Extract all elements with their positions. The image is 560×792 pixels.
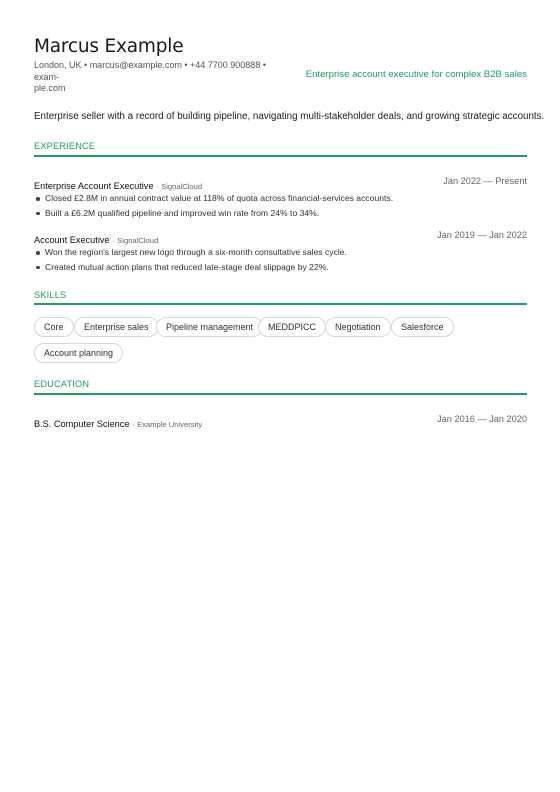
profile-summary: Enterprise seller with a record of building pipeline, navigating multi-stakeholder deals, and growing strategic accounts. <box>34 111 545 122</box>
list-item: Won the region's largest new logo through a six-month consultative sales cycle. <box>34 245 527 260</box>
contact-line: ple.com <box>34 83 66 93</box>
list-item: Closed £2.8M in annual contract value at 118% of quota across financial-services accounts. <box>34 191 527 206</box>
school-name: · Example University <box>132 420 203 429</box>
job-dates: Jan 2022 — Present <box>443 176 527 186</box>
job-bullet-list <box>34 191 527 220</box>
skill-chip: Core <box>34 317 74 337</box>
section-title-education: EDUCATION <box>34 379 90 389</box>
skill-chip: MEDDPICC <box>258 317 326 337</box>
degree-title: B.S. Computer Science <box>34 419 130 429</box>
list-item: Built a £6.2M qualified pipeline and improved win rate from 24% to 34%. <box>34 206 527 221</box>
job-entry-header <box>34 176 527 190</box>
skill-chip: Salesforce <box>391 317 454 337</box>
education-dates: Jan 2016 — Jan 2020 <box>437 414 527 424</box>
section-divider <box>34 393 527 395</box>
job-title: Enterprise Account Executive <box>34 181 154 191</box>
job-bullet-list <box>34 245 527 274</box>
job-company: · SignalCloud <box>112 236 159 245</box>
section-divider <box>34 155 527 157</box>
skill-chip: Enterprise sales <box>74 317 159 337</box>
skill-chip: Negotiation <box>325 317 391 337</box>
candidate-name: Marcus Example <box>34 36 184 57</box>
job-dates: Jan 2019 — Jan 2022 <box>437 230 527 240</box>
contact-line: London, UK • marcus@example.com • +44 7700 900888 • exam- <box>34 60 266 82</box>
section-divider <box>34 303 527 305</box>
section-title-skills: SKILLS <box>34 290 67 300</box>
education-entry-header <box>34 414 527 428</box>
job-entry-header <box>34 230 527 244</box>
section-title-experience: EXPERIENCE <box>34 141 96 151</box>
skill-chip: Account planning <box>34 343 123 363</box>
contact-info <box>34 60 284 95</box>
job-title: Account Executive <box>34 235 110 245</box>
skill-chip: Pipeline management <box>156 317 263 337</box>
headline-tagline: Enterprise account executive for complex B2B sales <box>305 69 527 80</box>
list-item: Created mutual action plans that reduced late-stage deal slippage by 22%. <box>34 260 527 275</box>
job-company: · SignalCloud <box>156 182 203 191</box>
